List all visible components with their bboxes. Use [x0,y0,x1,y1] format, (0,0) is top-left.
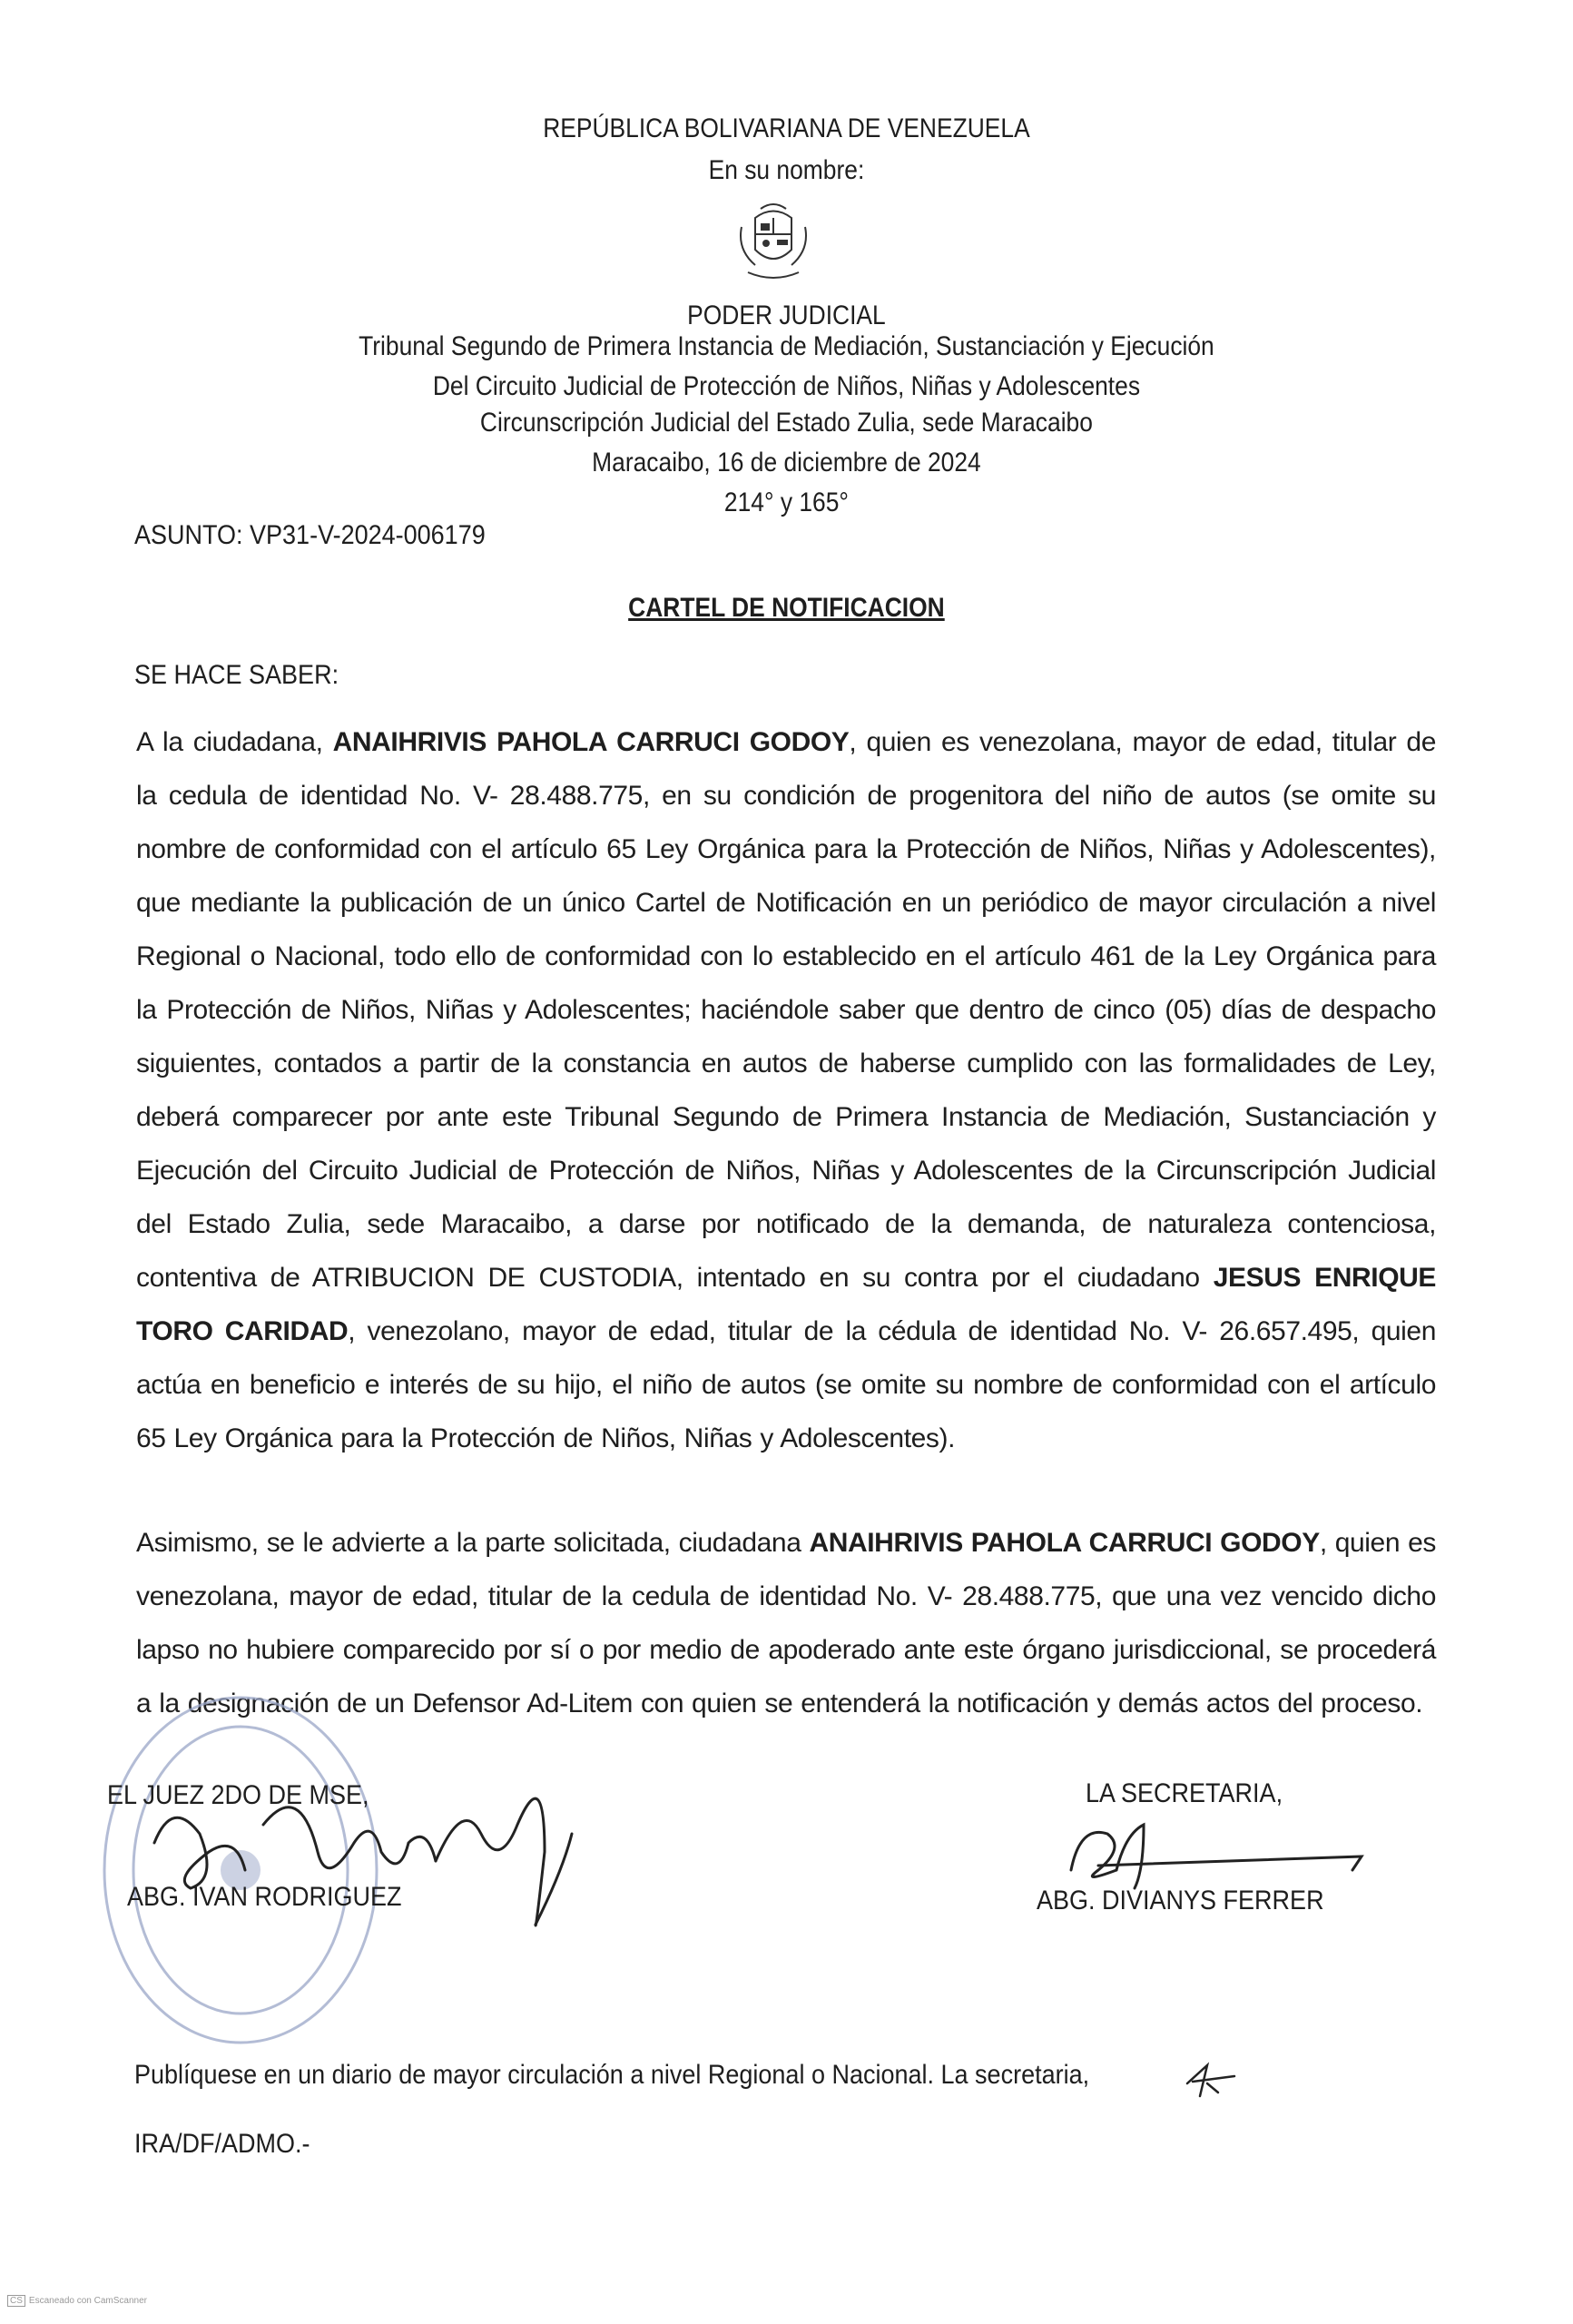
paragraph-2-text-a: Asimismo, se le advierte a la parte solicitada, ciudadana [136,1528,810,1558]
se-hace-saber-label: SE HACE SABER: [134,660,339,690]
secretary-title: LA SECRETARIA, [1086,1778,1283,1808]
header-tribunal-line3: Circunscripción Judicial del Estado Zulia, sede Maracaibo [479,408,1093,438]
header-poder-judicial: PODER JUDICIAL [687,300,886,330]
body-paragraph-1 [136,715,1436,1465]
secretary-initials [1180,2056,1244,2102]
coat-of-arms-icon [728,200,819,286]
paragraph-1-text-a: A la ciudadana, [136,727,333,757]
scanner-watermark-text: Escaneado con CamScanner [28,2296,147,2306]
header-date: Maracaibo, 16 de diciembre de 2024 [592,448,981,478]
respondent-name: ANAIHRIVIS PAHOLA CARRUCI GODOY [332,727,850,757]
judge-title: EL JUEZ 2DO DE MSE, [107,1780,369,1810]
paragraph-2-text-b: , quien es venezolana, mayor de edad, titular de la cedula de identidad No. V- 28.488.775, que una vez vencido dicho lapso no hubiere comparecido por sí o por medio de apoderado ante este órgano jurisdiccional, se procederá a la designación de un Defensor Ad-Litem con quien se entenderá la notificación y demás actos del proceso. [136,1528,1436,1718]
document-title: CARTEL DE NOTIFICACION [628,593,945,623]
paragraph-1-text-c: , venezolano, mayor de edad, titular de la cédula de identidad No. V- 26.657.495, quien actúa en beneficio e interés de su hijo, el niño de autos (se omite su nombre de conformidad con el artículo 65 Ley Orgánica para la Protección de Niños, Niñas y Adolescentes). [136,1316,1436,1453]
asunto-label: ASUNTO: VP31-V-2024-006179 [134,520,486,550]
paragraph-1-text-b: , quien es venezolana, mayor de edad, titular de la cedula de identidad No. V- 28.488.775, en su condición de progenitora del niño de autos (se omite su nombre de conformidad con el artículo 65 Ley Orgánica para la Protección de Niños, Niñas y Adolescentes), que mediante la publicación de un único Cartel de Notificación en un periódico de mayor circulación a nivel Regional o Nacional, todo ello de conformidad con lo establecido en el artículo 461 de la Ley Orgánica para la Protección de Niños, Niñas y Adolescentes; haciéndole saber que dentro de cinco (05) días de despacho siguientes, contados a partir de la constancia en autos de haberse cumplido con las formalidades de Ley, deberá comparecer por ante este Tribunal Segundo de Primera Instancia de Mediación, Sustanciación y Ejecución del Circuito Judicial de Protección de Niños, Niñas y Adolescentes de la Circunscripción Judicial del Estado Zulia, sede Maracaibo, a darse por notificado de la demanda, de naturaleza contenciosa, contentiva de ATRIBUCION DE CUSTODIA, intentado en su contra por el ciudadano [136,727,1436,1293]
respondent-name-2: ANAIHRIVIS PAHOLA CARRUCI GODOY [809,1528,1320,1558]
secretary-name: ABG. DIVIANYS FERRER [1037,1886,1324,1915]
scanner-watermark [7,2295,147,2307]
camscanner-logo-icon: CS [7,2295,25,2307]
header-en-su-nombre: En su nombre: [708,155,865,185]
header-republic: REPÚBLICA BOLIVARIANA DE VENEZUELA [543,113,1030,143]
judge-name: ABG. IVAN RODRIGUEZ [127,1882,402,1912]
header-years: 214° y 165° [723,487,849,517]
reference-initials: IRA/DF/ADMO.- [134,2129,310,2159]
publish-note: Publíquese en un diario de mayor circulación a nivel Regional o Nacional. La secretaria, [134,2060,1090,2090]
header-tribunal-line2: Del Circuito Judicial de Protección de Niños, Niñas y Adolescentes [432,371,1141,401]
header-tribunal-line1: Tribunal Segundo de Primera Instancia de Mediación, Sustanciación y Ejecución [359,331,1214,361]
plaintiff-name: JESUS ENRIQUE TORO CARIDAD [136,1263,1437,1346]
